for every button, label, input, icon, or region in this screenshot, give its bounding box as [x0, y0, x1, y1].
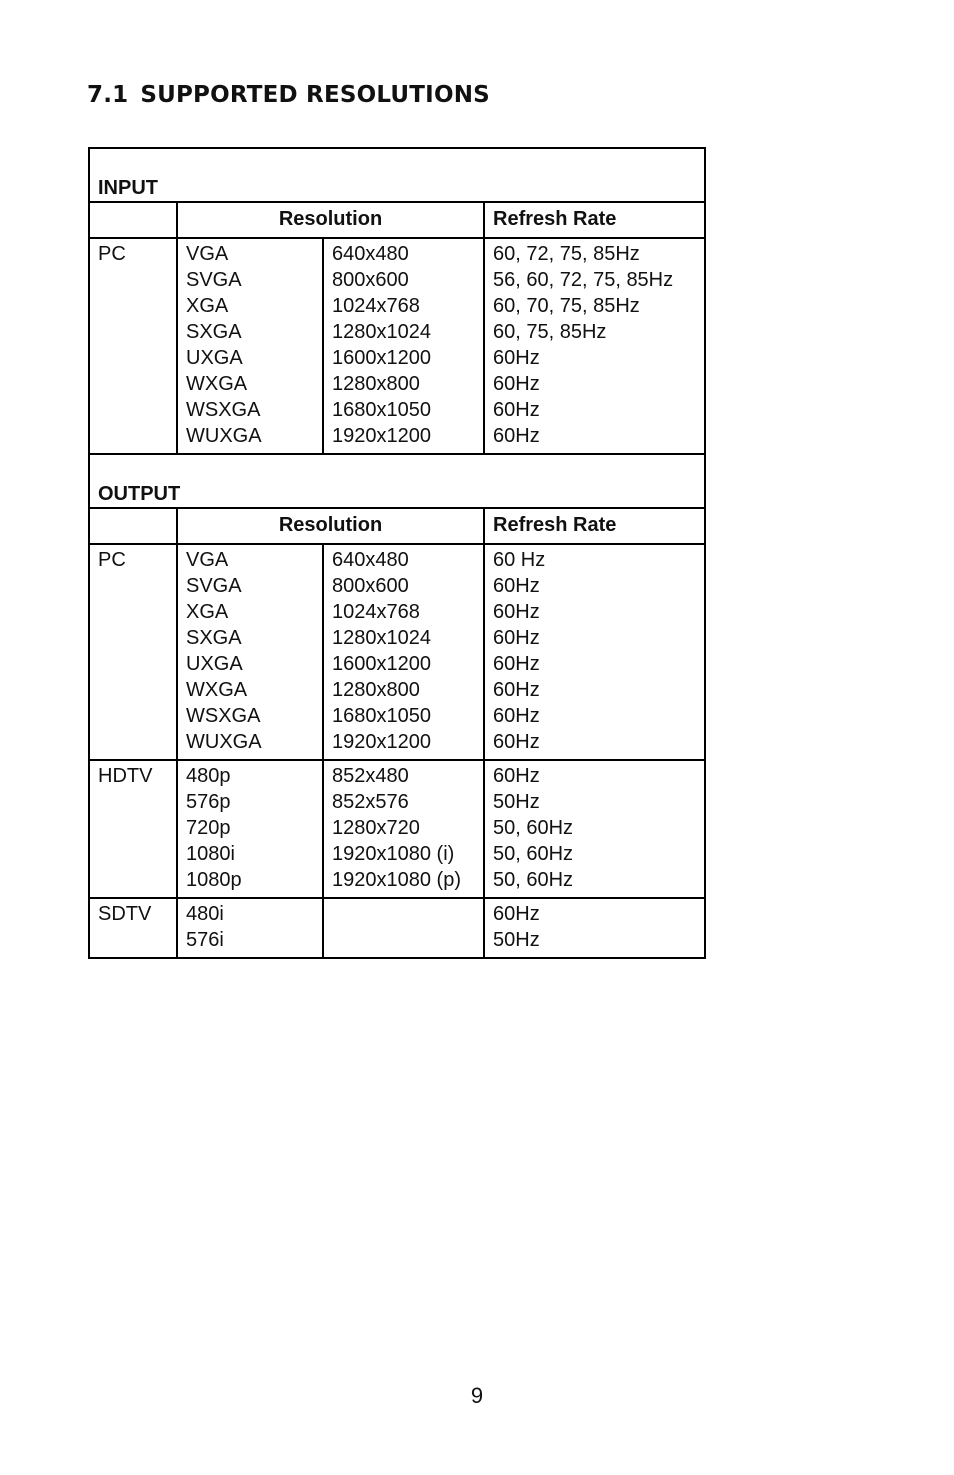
refresh-rate-value: 60Hz	[493, 575, 540, 597]
output-section-row	[89, 454, 705, 508]
refresh-rate-value: 50, 60Hz	[493, 817, 574, 839]
refresh-rate-value: 60, 72, 75, 85Hz	[493, 243, 640, 265]
mode-name: XGA	[186, 601, 229, 623]
refresh-rate-value: 56, 60, 72, 75, 85Hz	[493, 269, 674, 291]
mode-name: WSXGA	[186, 399, 261, 421]
refresh-rate-value: 60Hz	[493, 679, 540, 701]
mode-name: 576p	[186, 791, 231, 813]
mode-name: WXGA	[186, 373, 248, 395]
mode-name: SXGA	[186, 627, 242, 649]
resolution-value: 1024x768	[332, 295, 420, 317]
column-header-refresh-rate: Refresh Rate	[484, 508, 705, 544]
mode-cell	[177, 760, 323, 898]
resolution-value: 1280x800	[332, 373, 420, 395]
refresh-rate-value: 60Hz	[493, 765, 540, 787]
resolution-value: 640x480	[332, 243, 409, 265]
table-row	[89, 760, 705, 898]
mode-name: SVGA	[186, 575, 242, 597]
resolution-value: 852x576	[332, 791, 409, 813]
resolution-cell	[323, 760, 484, 898]
refresh-rate-cell	[484, 238, 705, 454]
refresh-rate-value: 60Hz	[493, 425, 540, 447]
refresh-rate-value: 60Hz	[493, 399, 540, 421]
refresh-rate-value: 60Hz	[493, 903, 540, 925]
mode-name: 1080p	[186, 869, 242, 891]
refresh-rate-value: 50Hz	[493, 929, 540, 951]
resolution-value: 1680x1050	[332, 705, 431, 727]
mode-name: WSXGA	[186, 705, 261, 727]
output-section-label: OUTPUT	[89, 454, 705, 508]
input-section-label: INPUT	[89, 148, 705, 202]
resolution-value: 800x600	[332, 575, 409, 597]
mode-cell	[177, 238, 323, 454]
resolution-value: 1680x1050	[332, 399, 431, 421]
refresh-rate-value: 50, 60Hz	[493, 843, 574, 865]
refresh-rate-cell	[484, 760, 705, 898]
mode-name: SVGA	[186, 269, 242, 291]
refresh-rate-value: 60Hz	[493, 653, 540, 675]
mode-name: 576i	[186, 929, 224, 951]
resolution-value: 640x480	[332, 549, 409, 571]
refresh-rate-value: 50Hz	[493, 791, 540, 813]
refresh-rate-value: 60Hz	[493, 373, 540, 395]
refresh-rate-value: 50, 60Hz	[493, 869, 574, 891]
mode-cell	[177, 898, 323, 958]
refresh-rate-value: 60Hz	[493, 347, 540, 369]
resolution-value: 1280x1024	[332, 321, 431, 343]
resolution-value: 852x480	[332, 765, 409, 787]
refresh-rate-cell	[484, 544, 705, 760]
signal-type-cell: HDTV	[89, 760, 177, 898]
mode-name: XGA	[186, 295, 229, 317]
mode-name: VGA	[186, 243, 229, 265]
mode-name: 1080i	[186, 843, 235, 865]
mode-name: WXGA	[186, 679, 248, 701]
refresh-rate-value: 60Hz	[493, 601, 540, 623]
resolutions-table-body	[89, 148, 705, 958]
resolution-value: 1280x800	[332, 679, 420, 701]
resolution-value: 1600x1200	[332, 347, 431, 369]
resolution-cell	[323, 544, 484, 760]
signal-type-cell: SDTV	[89, 898, 177, 958]
resolution-value: 800x600	[332, 269, 409, 291]
resolutions-table	[88, 147, 706, 959]
column-header-empty	[89, 202, 177, 238]
mode-cell	[177, 544, 323, 760]
column-header-refresh-rate: Refresh Rate	[484, 202, 705, 238]
mode-name: 720p	[186, 817, 231, 839]
column-header-empty	[89, 508, 177, 544]
section-title: SUPPORTED RESOLUTIONS	[140, 82, 490, 108]
signal-type-cell: PC	[89, 544, 177, 760]
table-row	[89, 898, 705, 958]
table-row	[89, 544, 705, 760]
refresh-rate-value: 60Hz	[493, 731, 540, 753]
column-header-resolution: Resolution	[177, 508, 484, 544]
resolution-value: 1280x1024	[332, 627, 431, 649]
refresh-rate-value: 60Hz	[493, 705, 540, 727]
mode-name: 480p	[186, 765, 231, 787]
resolution-value: 1920x1080 (p)	[332, 869, 461, 891]
mode-name: VGA	[186, 549, 229, 571]
refresh-rate-value: 60, 70, 75, 85Hz	[493, 295, 640, 317]
mode-name: UXGA	[186, 347, 243, 369]
mode-name: 480i	[186, 903, 224, 925]
section-number: 7.1	[87, 82, 129, 108]
mode-name: WUXGA	[186, 731, 262, 753]
resolution-value: 1920x1200	[332, 425, 431, 447]
resolution-cell	[323, 898, 484, 958]
resolution-value: 1600x1200	[332, 653, 431, 675]
refresh-rate-value: 60, 75, 85Hz	[493, 321, 607, 343]
column-header-row	[89, 508, 705, 544]
input-section-row	[89, 148, 705, 202]
signal-type-cell: PC	[89, 238, 177, 454]
resolution-value: 1024x768	[332, 601, 420, 623]
resolution-cell	[323, 238, 484, 454]
refresh-rate-value: 60 Hz	[493, 549, 546, 571]
resolution-value: 1920x1080 (i)	[332, 843, 455, 865]
mode-name: WUXGA	[186, 425, 262, 447]
refresh-rate-value: 60Hz	[493, 627, 540, 649]
section-heading	[87, 82, 490, 108]
table-row	[89, 238, 705, 454]
column-header-row	[89, 202, 705, 238]
column-header-resolution: Resolution	[177, 202, 484, 238]
resolution-value: 1920x1200	[332, 731, 431, 753]
page-number: 9	[470, 1383, 484, 1408]
resolution-value: 1280x720	[332, 817, 420, 839]
mode-name: UXGA	[186, 653, 243, 675]
mode-name: SXGA	[186, 321, 242, 343]
refresh-rate-cell	[484, 898, 705, 958]
